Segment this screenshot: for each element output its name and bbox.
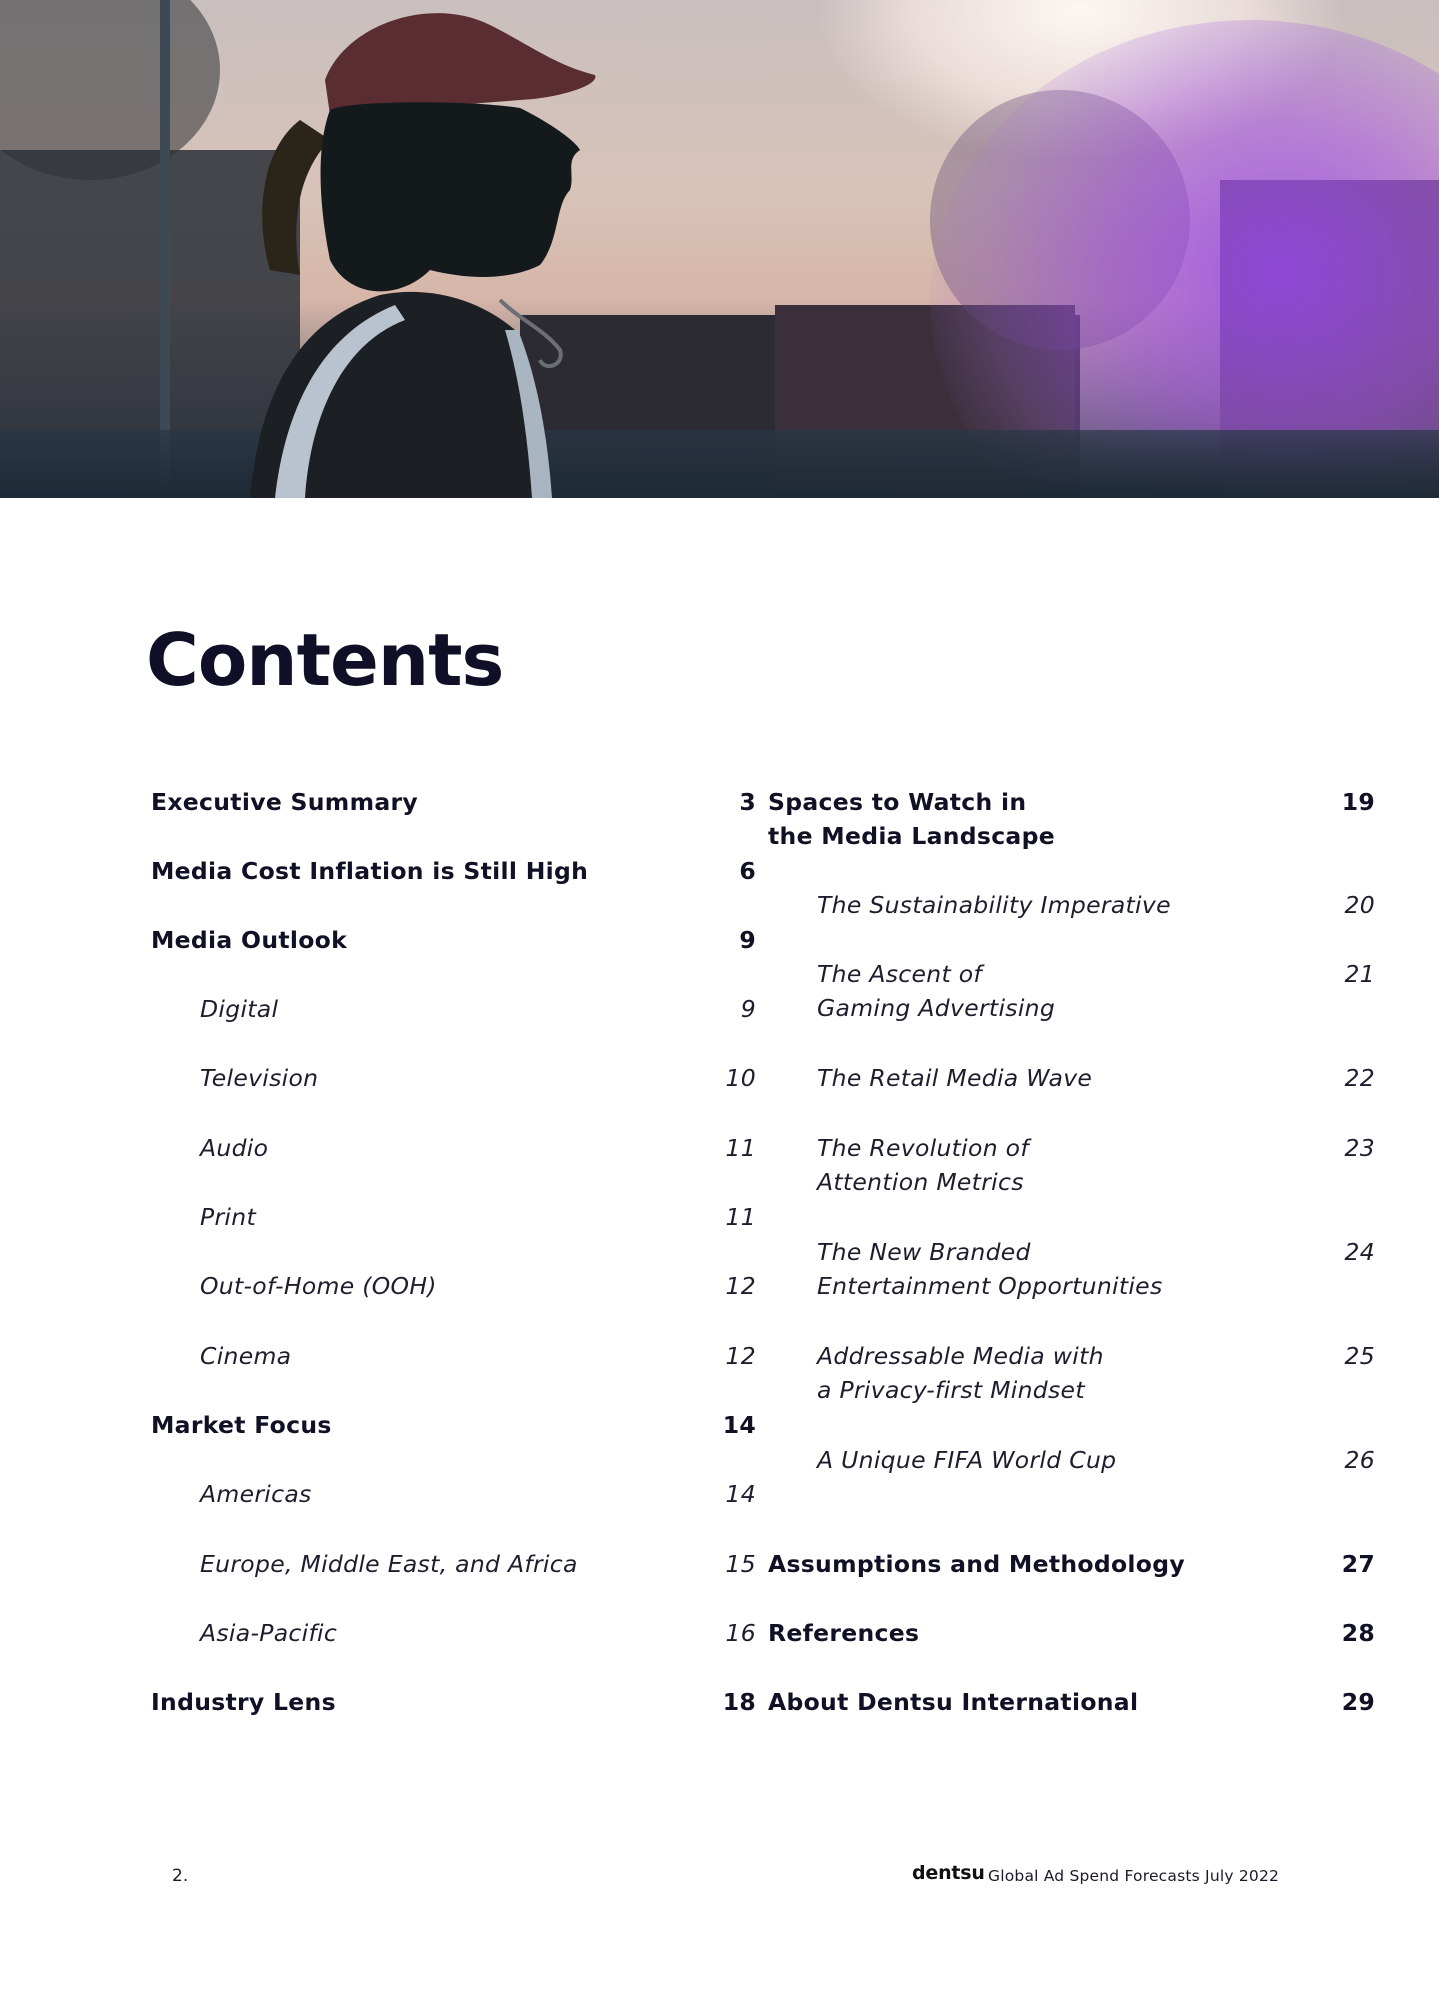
toc-label: Media Cost Inflation is Still High — [151, 857, 589, 885]
toc-label: The Sustainability Imperative — [817, 891, 1171, 919]
toc-page: 24 — [1344, 1238, 1375, 1266]
toc-page: 11 — [725, 1134, 756, 1162]
toc-page: 14 — [722, 1411, 756, 1439]
document-title: Global Ad Spend Forecasts July 2022 — [988, 1867, 1280, 1885]
toc-label: Industry Lens — [151, 1688, 336, 1716]
toc-page: 11 — [725, 1203, 756, 1231]
toc-label: About Dentsu International — [768, 1688, 1139, 1716]
toc-page: 10 — [725, 1064, 756, 1092]
toc-page: 27 — [1341, 1550, 1375, 1578]
toc-page: 9 — [739, 926, 756, 954]
toc-label: Executive Summary — [151, 788, 419, 816]
toc-page: 21 — [1344, 960, 1375, 988]
toc-page: 9 — [740, 995, 756, 1023]
toc-label: Audio — [200, 1134, 269, 1162]
toc-label: Americas — [200, 1480, 312, 1508]
toc-page: 18 — [722, 1688, 756, 1716]
toc-label-line2: the Media Landscape — [768, 822, 1055, 850]
toc-page: 23 — [1344, 1134, 1375, 1162]
toc-page: 29 — [1341, 1688, 1375, 1716]
toc-label-line2: Attention Metrics — [817, 1168, 1024, 1196]
page-title: Contents — [146, 618, 504, 702]
toc-page: 22 — [1344, 1064, 1375, 1092]
toc-label: Market Focus — [151, 1411, 332, 1439]
toc-label: References — [768, 1619, 920, 1647]
toc-label: Europe, Middle East, and Africa — [200, 1550, 578, 1578]
page-number: 2. — [172, 1866, 189, 1886]
toc-label: Asia-Pacific — [200, 1619, 338, 1647]
toc-label: Assumptions and Methodology — [768, 1550, 1185, 1578]
toc-page: 16 — [725, 1619, 756, 1647]
toc-label: A Unique FIFA World Cup — [817, 1446, 1117, 1474]
toc-label: Television — [200, 1064, 319, 1092]
toc-label: The Retail Media Wave — [817, 1064, 1093, 1092]
toc-page: 14 — [725, 1480, 756, 1508]
toc-label: Out-of-Home (OOH) — [200, 1272, 437, 1300]
toc-page: 19 — [1341, 788, 1375, 816]
toc-page: 12 — [725, 1272, 756, 1300]
toc-page: 28 — [1341, 1619, 1375, 1647]
toc-label-line2: Entertainment Opportunities — [817, 1272, 1163, 1300]
toc-label: The New Branded — [817, 1238, 1031, 1266]
toc-label-line2: Gaming Advertising — [817, 994, 1056, 1022]
toc-page: 3 — [739, 788, 756, 816]
toc-page: 26 — [1344, 1446, 1375, 1474]
toc-label: Print — [200, 1203, 256, 1231]
toc-page: 25 — [1344, 1342, 1375, 1370]
toc-page: 6 — [739, 857, 756, 885]
toc-label-line2: a Privacy-first Mindset — [817, 1376, 1085, 1404]
hero-photo — [0, 0, 1439, 498]
dentsu-logo: dentsu — [912, 1862, 985, 1884]
person-silhouette — [0, 0, 1439, 498]
toc-label: Media Outlook — [151, 926, 348, 954]
toc-label: Digital — [200, 995, 279, 1023]
toc-label: The Revolution of — [817, 1134, 1029, 1162]
toc-page: 15 — [725, 1550, 756, 1578]
toc-label: The Ascent of — [817, 960, 983, 988]
toc-label: Addressable Media with — [817, 1342, 1104, 1370]
toc-page: 20 — [1344, 891, 1375, 919]
toc-label: Cinema — [200, 1342, 292, 1370]
toc-label: Spaces to Watch in — [768, 788, 1027, 816]
toc-page: 12 — [725, 1342, 756, 1370]
